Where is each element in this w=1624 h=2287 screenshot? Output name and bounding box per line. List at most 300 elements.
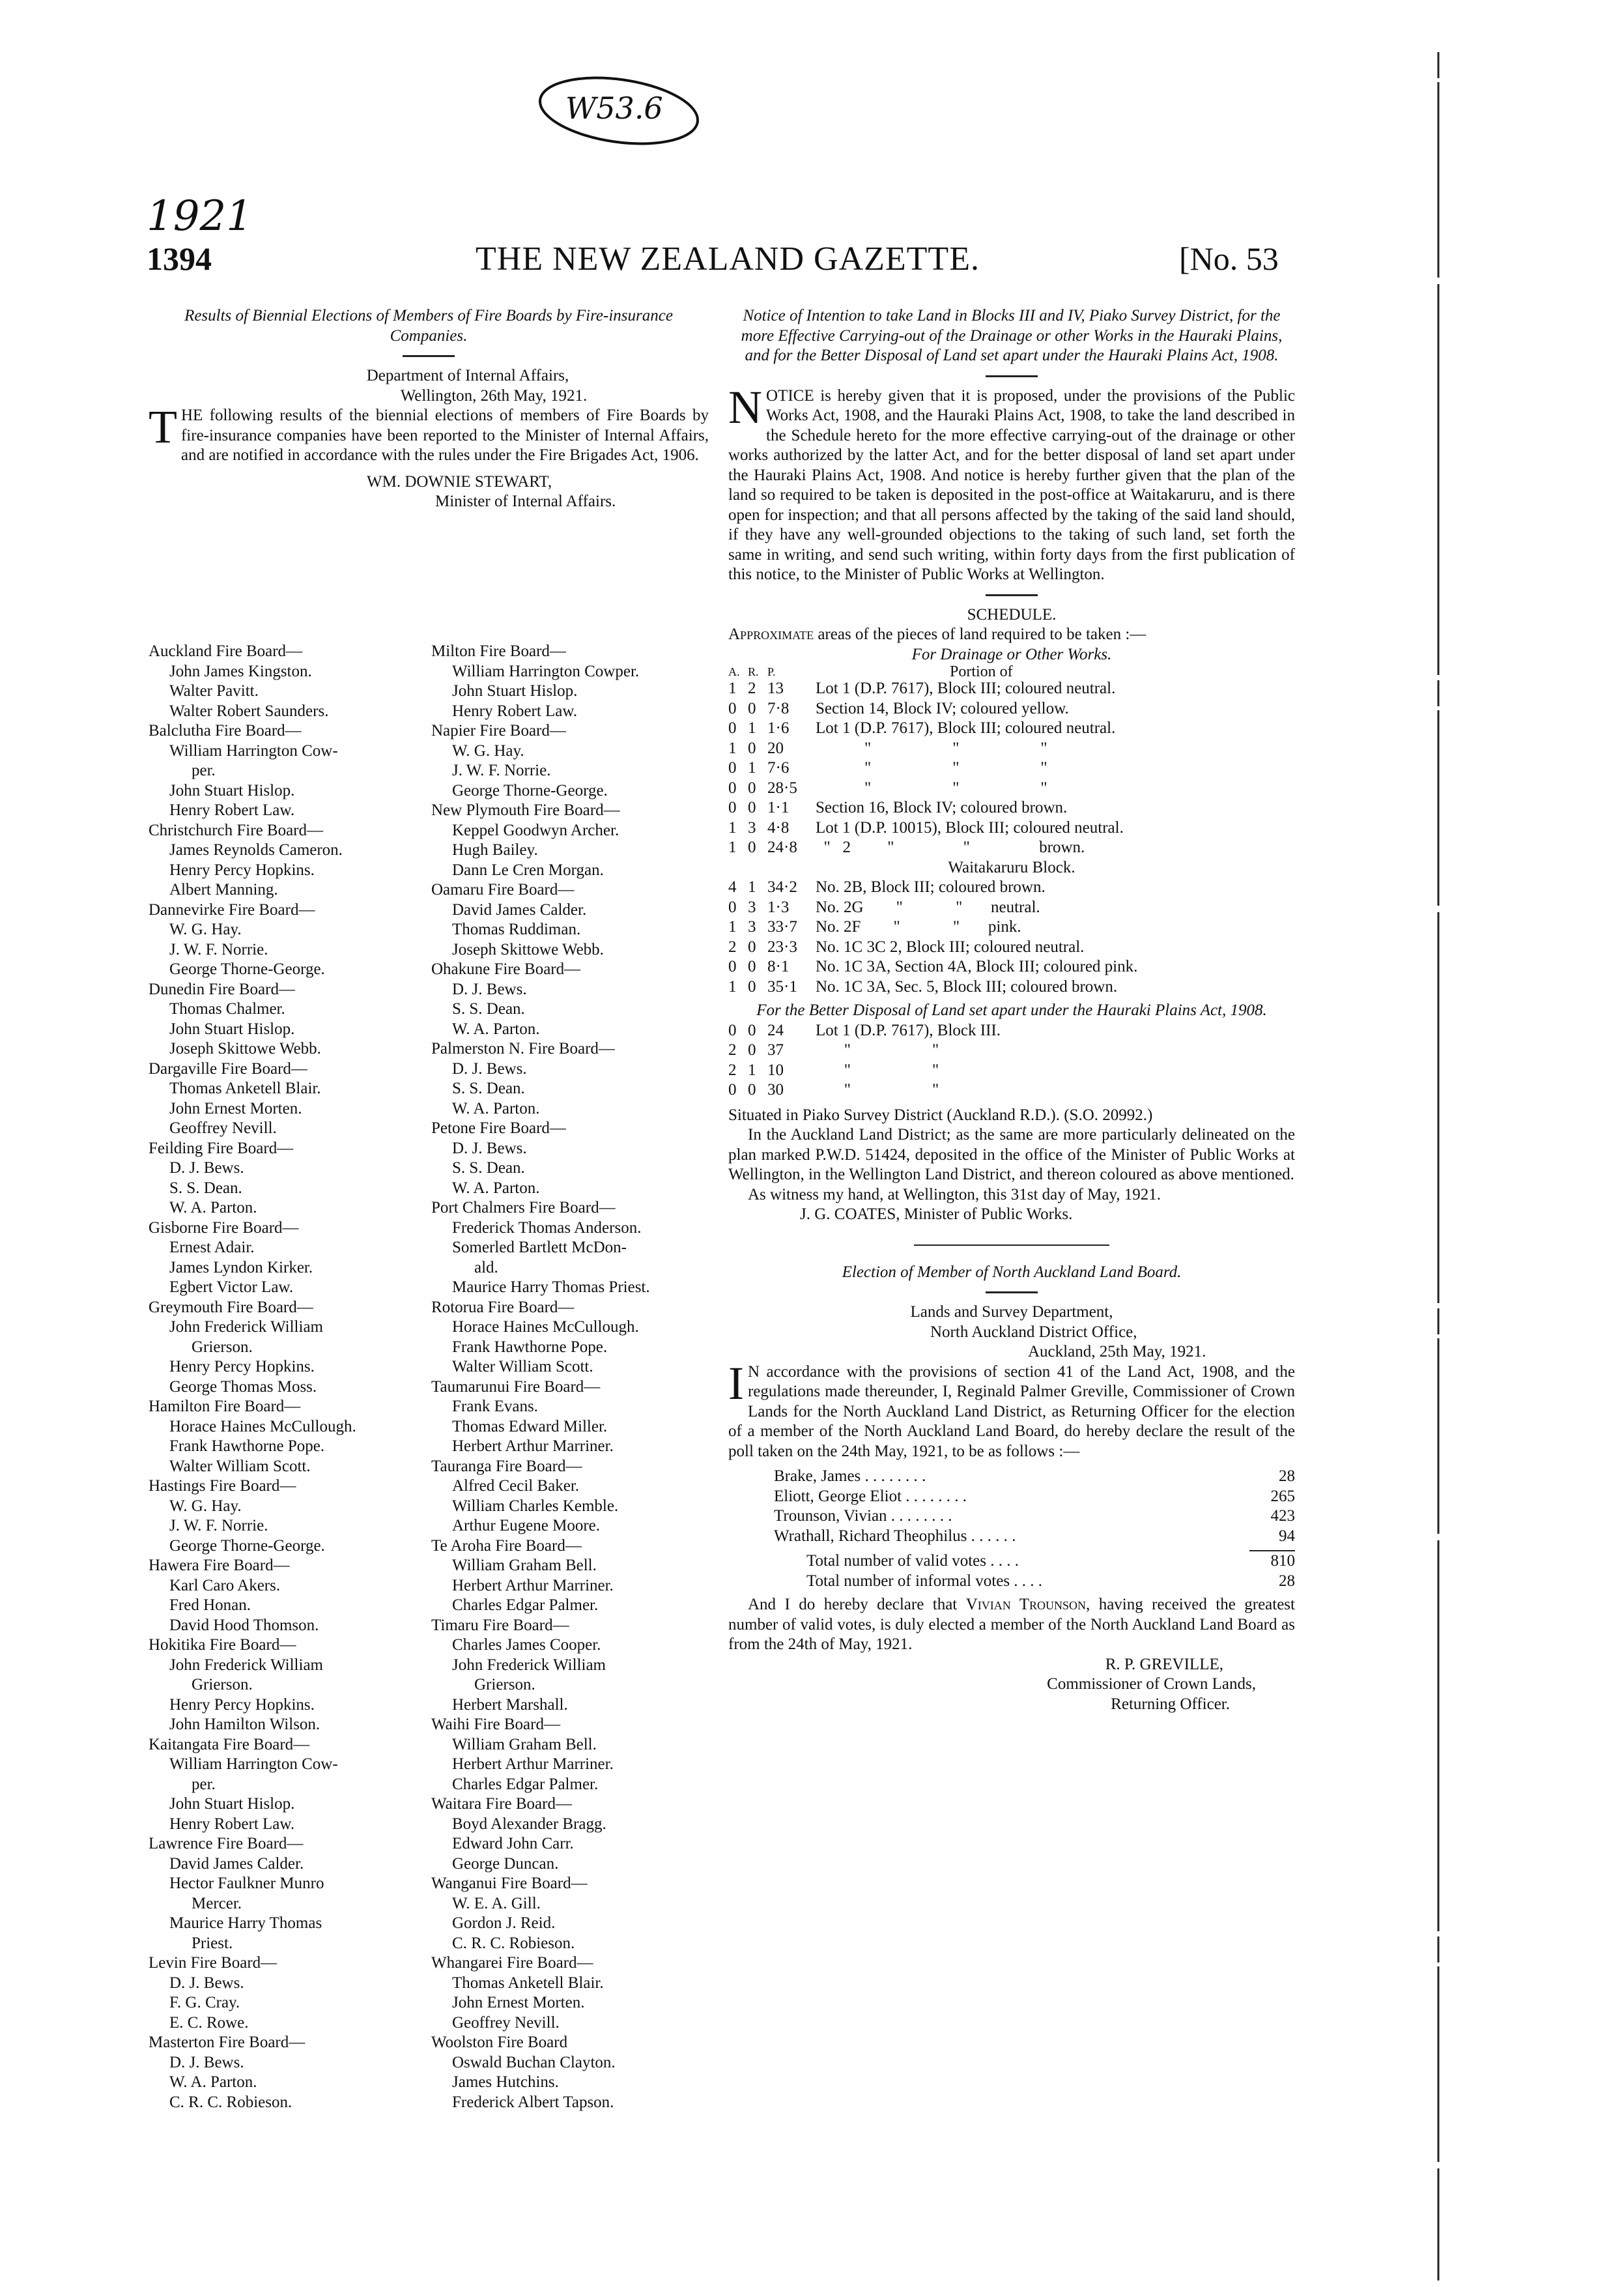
- board-member: Frank Evans.: [452, 1398, 538, 1415]
- portion-description: " ": [816, 1041, 939, 1059]
- board-member: John Ernest Morten.: [169, 1099, 302, 1117]
- board-name: Dannevirke Fire Board—: [149, 900, 315, 919]
- board-member: John Frederick William: [169, 1318, 323, 1336]
- board-name: Feilding Fire Board—: [149, 1139, 294, 1157]
- roods: 3: [748, 918, 756, 936]
- disposal-rows: [728, 1021, 1295, 1100]
- disposal-heading: For the Better Disposal of Land set apart under the Hauraki Plains Act, 1908.: [756, 1001, 1267, 1019]
- board-member: Fred Honan.: [169, 1596, 251, 1614]
- perches: 7·8: [767, 699, 790, 717]
- board-member: James Reynolds Cameron.: [169, 841, 343, 859]
- board-member: George Duncan.: [452, 1854, 559, 1873]
- schedule-row: [728, 719, 1295, 739]
- schedule-intro: [728, 625, 1295, 645]
- dropcap: N: [728, 381, 762, 433]
- board-member: David James Calder.: [169, 1854, 304, 1873]
- schedule-row: [728, 758, 1295, 779]
- election-office: North Auckland District Office,: [930, 1323, 1137, 1341]
- issue-number: [No. 53: [1179, 240, 1279, 277]
- total-valid-value: 810: [1270, 1552, 1295, 1570]
- board-member: Karl Caro Akers.: [169, 1576, 281, 1594]
- col-roods: R.: [748, 665, 759, 678]
- portion-description: Section 14, Block IV; coloured yellow.: [816, 699, 1069, 717]
- dropcap: T: [149, 401, 177, 453]
- board-name: Milton Fire Board—: [431, 642, 566, 660]
- board-member: Frank Hawthorne Pope.: [452, 1338, 608, 1356]
- board-member: Frederick Albert Tapson.: [452, 2093, 614, 2111]
- acres: 2: [728, 1041, 737, 1059]
- board-member: Geoffrey Nevill.: [452, 2013, 560, 2032]
- place-date: Wellington, 26th May, 1921.: [400, 386, 588, 405]
- election-signatory-title1: Commissioner of Crown Lands,: [1047, 1675, 1256, 1693]
- declaration-name: Vivian Trounson: [965, 1596, 1086, 1613]
- board-member: Henry Robert Law.: [169, 801, 295, 819]
- board-member: John Hamilton Wilson.: [169, 1716, 321, 1733]
- portion-description: Lot 1 (D.P. 10015), Block III; coloured neutral.: [816, 818, 1124, 837]
- total-informal-label: Total number of informal votes . . . .: [806, 1572, 1043, 1590]
- board-name: Rotorua Fire Board—: [431, 1298, 575, 1316]
- board-member: Joseph Skittowe Webb.: [452, 940, 604, 958]
- board-member: John Frederick William: [169, 1656, 323, 1674]
- board-member: Herbert Arthur Marriner.: [452, 1576, 614, 1594]
- department: Department of Internal Affairs,: [366, 367, 569, 384]
- acres: 0: [728, 1081, 737, 1099]
- board-member: ald.: [474, 1258, 498, 1276]
- board-member: Albert Manning.: [169, 881, 278, 899]
- portion-description: Lot 1 (D.P. 7617), Block III; coloured neutral.: [816, 680, 1116, 697]
- board-member: Charles James Cooper.: [452, 1636, 601, 1654]
- schedule-row: [728, 679, 1295, 699]
- board-name: Dunedin Fire Board—: [149, 980, 295, 998]
- board-name: Waitara Fire Board—: [431, 1795, 572, 1813]
- board-name: Hastings Fire Board—: [149, 1477, 296, 1495]
- acres: 0: [728, 699, 737, 717]
- board-name: Wanganui Fire Board—: [431, 1875, 588, 1892]
- body-text: OTICE is hereby given that it is proposed, under the provisions of the Public Works Act, 1908, and the Hauraki Plains Act, 1908, to take the land described in the Schedule hereto for the more effective carrying-out of the drainage or other works authorized by the latter Act, and for the better disposal of land set apart under the Hauraki Plains Act, 1908. And notice is hereby further given that the plan of the land so required to be taken is deposited in the post-office at Waitakaruru, and is there open for inspection; and that all persons affected by the taking of the said land should, if they have any well-grounded objections to the taking of such land, set forth the same in writing, and send such writing, within forty days from the first publication of this notice, to the Minister of Public Works at Wellington.: [728, 386, 1295, 583]
- board-member: C. R. C. Robieson.: [452, 1934, 575, 1952]
- board-member: J. W. F. Norrie.: [169, 940, 268, 958]
- election-signatory: R. P. GREVILLE,: [1105, 1655, 1223, 1673]
- board-member: John James Kingston.: [169, 662, 312, 680]
- declaration-text: [728, 1595, 1295, 1655]
- waitakaruru-rows: [728, 878, 1295, 997]
- board-name: New Plymouth Fire Board—: [431, 801, 620, 819]
- schedule-row: [728, 938, 1295, 958]
- board-member: David Hood Thomson.: [169, 1616, 319, 1634]
- schedule-row: [728, 1061, 1295, 1081]
- board-member: David James Calder.: [452, 900, 587, 919]
- board-member: John Stuart Hislop.: [169, 1020, 295, 1038]
- portion-description: " ": [816, 1061, 939, 1079]
- candidate-name: Trounson, Vivian . . . . . . . .: [774, 1507, 952, 1525]
- acres: 0: [728, 759, 737, 777]
- board-member: John Stuart Hislop.: [169, 781, 295, 799]
- board-member: William Graham Bell.: [452, 1735, 597, 1753]
- board-member: Gordon J. Reid.: [452, 1914, 556, 1932]
- election-signatory-title2: Returning Officer.: [1111, 1695, 1230, 1713]
- roods: 0: [748, 779, 756, 797]
- drainage-rows: [728, 679, 1295, 858]
- board-name: Gisborne Fire Board—: [149, 1218, 299, 1237]
- board-member: W. A. Parton.: [169, 1199, 257, 1216]
- board-member: Priest.: [192, 1934, 233, 1952]
- perches: 1·3: [767, 898, 790, 916]
- perches: 37: [767, 1041, 784, 1059]
- perches: 23·3: [767, 938, 797, 956]
- col-portion: Portion of: [950, 663, 1013, 680]
- schedule-row: [728, 957, 1295, 977]
- board-member: Hugh Bailey.: [452, 841, 538, 859]
- board-member: S. S. Dean.: [169, 1179, 242, 1197]
- board-member: W. A. Parton.: [452, 1020, 540, 1038]
- candidate-row: [728, 1467, 1295, 1487]
- board-member: Henry Percy Hopkins.: [169, 1358, 315, 1375]
- schedule-intro-lead: Approximate: [728, 626, 814, 643]
- perches: 35·1: [767, 977, 797, 996]
- election-body: [728, 1357, 1295, 1462]
- roods: 0: [748, 938, 756, 956]
- right-column: [728, 306, 1295, 1714]
- board-member: W. G. Hay.: [169, 1497, 242, 1515]
- election-department: Lands and Survey Department,: [910, 1303, 1113, 1321]
- board-name: Napier Fire Board—: [431, 722, 566, 740]
- roods: 0: [748, 699, 756, 717]
- perches: 8·1: [767, 958, 790, 975]
- board-member: Egbert Victor Law.: [169, 1278, 294, 1296]
- board-member: John Stuart Hislop.: [169, 1795, 295, 1813]
- board-name: Oamaru Fire Board—: [431, 881, 575, 899]
- board-member: F. G. Cray.: [169, 1994, 240, 2011]
- acres: 4: [728, 878, 737, 896]
- schedule-title: SCHEDULE.: [967, 605, 1057, 624]
- board-member: Grierson.: [192, 1676, 253, 1693]
- board-member: Henry Robert Law.: [452, 702, 578, 720]
- roods: 0: [748, 958, 756, 975]
- board-member: Mercer.: [192, 1894, 242, 1912]
- board-name: Christchurch Fire Board—: [149, 821, 324, 839]
- land-notice-body: [728, 381, 1295, 585]
- acres: 2: [728, 938, 737, 956]
- total-informal-value: 28: [1279, 1572, 1295, 1590]
- board-name: Hamilton Fire Board—: [149, 1398, 301, 1415]
- board-name: Palmerston N. Fire Board—: [431, 1040, 615, 1057]
- board-member: George Thorne-George.: [169, 960, 325, 978]
- board-member: George Thomas Moss.: [169, 1377, 317, 1396]
- total-valid-label: Total number of valid votes . . . .: [806, 1552, 1019, 1570]
- roods: 0: [748, 977, 756, 996]
- board-member: Boyd Alexander Bragg.: [452, 1815, 606, 1833]
- board-member: S. S. Dean.: [452, 1080, 525, 1097]
- roods: 0: [748, 839, 756, 856]
- divider: [403, 355, 455, 357]
- acres: 0: [728, 958, 737, 975]
- portion-description: Lot 1 (D.P. 7617), Block III; coloured neutral.: [816, 719, 1116, 737]
- schedule-row: [728, 917, 1295, 938]
- dropcap: I: [728, 1357, 744, 1409]
- land-notice-heading: Notice of Intention to take Land in Blocks III and IV, Piako Survey District, for the more Effective Carrying-out of the Drainage or other Works in the Hauraki Plains, and for the Better Disposal of Land set apart under the Hauraki Plains Act, 1908.: [741, 307, 1283, 364]
- board-member: D. J. Bews.: [169, 1974, 244, 1992]
- board-name: Te Aroha Fire Board—: [431, 1536, 582, 1555]
- acres: 1: [728, 680, 737, 697]
- schedule-row: [728, 838, 1295, 858]
- board-member: Horace Haines McCullough.: [169, 1417, 356, 1435]
- board-name: Petone Fire Board—: [431, 1119, 566, 1137]
- svg-text:W53.6: W53.6: [565, 91, 663, 126]
- acres: 1: [728, 918, 737, 936]
- schedule-intro-text: areas of the pieces of land required to be taken :—: [814, 626, 1147, 643]
- roods: 0: [748, 1081, 756, 1099]
- candidate-row: [728, 1527, 1295, 1547]
- board-member: William Harrington Cow-: [169, 1755, 338, 1773]
- total-informal-row: [728, 1572, 1295, 1592]
- board-member: S. S. Dean.: [452, 1000, 525, 1018]
- fire-boards-heading: Results of Biennial Elections of Members of Fire Boards by Fire-insurance Companies.: [184, 307, 673, 345]
- schedule-row: [728, 798, 1295, 818]
- binding-margin-line: [1436, 52, 1440, 2280]
- gazette-title: THE NEW ZEALAND GAZETTE.: [476, 240, 980, 278]
- board-member: Walter William Scott.: [452, 1358, 593, 1375]
- board-member: Maurice Harry Thomas: [169, 1914, 322, 1932]
- acres: 1: [728, 739, 737, 757]
- acres: 1: [728, 839, 737, 856]
- board-name: Port Chalmers Fire Board—: [431, 1199, 616, 1216]
- perches: 28·5: [767, 779, 797, 797]
- roods: 0: [748, 799, 756, 816]
- perches: 1·1: [767, 799, 790, 816]
- board-name: Waihi Fire Board—: [431, 1716, 560, 1733]
- board-member: James Hutchins.: [452, 2073, 559, 2091]
- board-member: John Ernest Morten.: [452, 1994, 585, 2011]
- board-member: Herbert Arthur Marriner.: [452, 1755, 614, 1773]
- portion-description: " " ": [816, 759, 1047, 777]
- portion-description: No. 1C 3C 2, Block III; coloured neutral.: [816, 938, 1085, 956]
- board-member: W. A. Parton.: [452, 1099, 540, 1117]
- vote-results: [728, 1467, 1295, 1546]
- boards-list-b: [431, 642, 718, 2112]
- board-member: Walter Robert Saunders.: [169, 702, 329, 720]
- waitakaruru-heading: Waitakaruru Block.: [948, 858, 1076, 876]
- board-member: Henry Robert Law.: [169, 1815, 295, 1833]
- candidate-votes: 423: [1270, 1507, 1295, 1525]
- board-member: Henry Percy Hopkins.: [169, 861, 315, 879]
- perches: 20: [767, 739, 784, 757]
- board-member: Frank Hawthorne Pope.: [169, 1437, 325, 1455]
- perches: 24: [767, 1021, 784, 1039]
- divider: [986, 375, 1038, 377]
- portion-description: No. 2B, Block III; coloured brown.: [816, 878, 1046, 896]
- board-member: D. J. Bews.: [169, 2053, 244, 2071]
- schedule-row: [728, 699, 1295, 719]
- land-notice-signatory: J. G. COATES, Minister of Public Works.: [800, 1205, 1073, 1223]
- board-name: Dargaville Fire Board—: [149, 1059, 307, 1078]
- board-member: George Thorne-George.: [452, 781, 608, 799]
- board-member: John Frederick William: [452, 1656, 606, 1674]
- body-text: HE following results of the biennial elections of members of Fire Boards by fire-insurance companies have been reported to the Minister of Internal Affairs, and are notified in accordance with the rules under the Fire Brigades Act, 1906.: [180, 407, 709, 464]
- board-member: Geoffrey Nevill.: [169, 1119, 277, 1137]
- witness-text: As witness my hand, at Wellington, this 31st day of May, 1921.: [748, 1185, 1161, 1203]
- perches: 13: [767, 680, 784, 697]
- board-member: D. J. Bews.: [169, 1159, 244, 1177]
- perches: 4·8: [767, 818, 790, 837]
- portion-description: " " ": [816, 779, 1047, 797]
- roods: 1: [748, 878, 756, 896]
- board-member: Keppel Goodwyn Archer.: [452, 821, 620, 839]
- board-member: Herbert Marshall.: [452, 1695, 568, 1714]
- acres: 0: [728, 719, 737, 737]
- roods: 3: [748, 818, 756, 837]
- board-member: Hector Faulkner Munro: [169, 1875, 324, 1892]
- roods: 1: [748, 759, 756, 777]
- board-member: W. G. Hay.: [169, 921, 242, 938]
- schedule-row: [728, 977, 1295, 998]
- board-member: Oswald Buchan Clayton.: [452, 2053, 616, 2071]
- schedule-column-headers: [728, 665, 1295, 679]
- board-member: E. C. Rowe.: [169, 2013, 249, 2032]
- acres: 0: [728, 1021, 737, 1039]
- roods: 0: [748, 1041, 756, 1059]
- board-member: Herbert Arthur Marriner.: [452, 1437, 614, 1455]
- board-member: William Graham Bell.: [452, 1557, 597, 1574]
- board-name: Ohakune Fire Board—: [431, 960, 581, 978]
- acres: 2: [728, 1061, 737, 1079]
- acres: 0: [728, 799, 737, 816]
- board-member: James Lyndon Kirker.: [169, 1258, 313, 1276]
- portion-description: No. 2G " " neutral.: [816, 898, 1040, 916]
- board-member: John Stuart Hislop.: [452, 682, 578, 700]
- board-member: Maurice Harry Thomas Priest.: [452, 1278, 650, 1296]
- signatory: WM. DOWNIE STEWART,: [367, 472, 552, 491]
- candidate-name: Wrathall, Richard Theophilus . . . . . .: [774, 1527, 1016, 1545]
- board-member: J. W. F. Norrie.: [169, 1517, 268, 1534]
- board-name: Levin Fire Board—: [149, 1954, 278, 1972]
- perches: 33·7: [767, 918, 797, 936]
- board-member: J. W. F. Norrie.: [452, 762, 551, 779]
- board-member: Arthur Eugene Moore.: [452, 1517, 601, 1534]
- board-member: Grierson.: [192, 1338, 253, 1356]
- schedule-row: [728, 779, 1295, 799]
- board-member: Edward John Carr.: [452, 1835, 574, 1852]
- handwritten-file-note: [534, 72, 704, 150]
- board-name: Balclutha Fire Board—: [149, 722, 302, 740]
- board-member: W. A. Parton.: [169, 2073, 257, 2091]
- board-member: Dann Le Cren Morgan.: [452, 861, 604, 879]
- perches: 24·8: [767, 839, 797, 856]
- boards-list-a: [149, 642, 429, 2112]
- section-divider: [914, 1244, 1109, 1246]
- district-text: In the Auckland Land District; as the same are more particularly delineated on the plan marked P.W.D. 51424, deposited in the office of the Minister of Public Works at Wellington, in the Wellington Land District, and thereon coloured as above mentioned.: [728, 1126, 1295, 1183]
- board-member: Thomas Anketell Blair.: [452, 1974, 604, 1992]
- board-member: Horace Haines McCullough.: [452, 1318, 639, 1336]
- portion-description: Lot 1 (D.P. 7617), Block III.: [816, 1021, 1001, 1039]
- schedule-row: [728, 818, 1295, 839]
- portion-description: No. 2F " " pink.: [816, 918, 1021, 936]
- schedule-row: [728, 1080, 1295, 1100]
- board-member: Thomas Anketell Blair.: [169, 1080, 321, 1097]
- board-name: Timaru Fire Board—: [431, 1616, 569, 1634]
- board-name: Hokitika Fire Board—: [149, 1636, 296, 1654]
- col-acres: A.: [728, 665, 740, 678]
- declaration-post: , having received the greatest number of valid votes, is duly elected a member of the North Auckland Land Board as from the 24th of May, 1921.: [728, 1596, 1295, 1653]
- drainage-heading: For Drainage or Other Works.: [911, 645, 1112, 663]
- board-member: Charles Edgar Palmer.: [452, 1596, 599, 1614]
- board-member: Somerled Bartlett McDon-: [452, 1239, 627, 1256]
- schedule-row: [728, 739, 1295, 759]
- candidate-name: Brake, James . . . . . . . .: [774, 1467, 926, 1485]
- board-member: William Harrington Cow-: [169, 741, 338, 760]
- schedule-row: [728, 1021, 1295, 1041]
- acres: 0: [728, 898, 737, 916]
- election-place-date: Auckland, 25th May, 1921.: [1028, 1343, 1206, 1360]
- total-valid-row: [728, 1551, 1295, 1572]
- board-member: per.: [192, 1775, 216, 1793]
- board-member: C. R. C. Robieson.: [169, 2093, 292, 2111]
- board-member: W. A. Parton.: [452, 1179, 540, 1197]
- board-member: S. S. Dean.: [452, 1159, 525, 1177]
- board-member: per.: [192, 762, 216, 779]
- board-member: Henry Percy Hopkins.: [169, 1695, 315, 1714]
- board-name: Kaitangata Fire Board—: [149, 1735, 310, 1753]
- candidate-name: Eliott, George Eliot . . . . . . . .: [774, 1487, 967, 1505]
- board-member: Charles Edgar Palmer.: [452, 1775, 599, 1793]
- signatory-title: Minister of Internal Affairs.: [435, 493, 616, 510]
- page-number: 1394: [147, 240, 212, 277]
- handwritten-year: 1921: [147, 192, 253, 240]
- schedule-row: [728, 878, 1295, 898]
- candidate-votes: 265: [1270, 1487, 1295, 1505]
- roods: 3: [748, 898, 756, 916]
- board-member: W. G. Hay.: [452, 741, 524, 760]
- col-perches: P.: [767, 665, 776, 678]
- roods: 0: [748, 739, 756, 757]
- board-name: Hawera Fire Board—: [149, 1557, 290, 1574]
- board-name: Whangarei Fire Board—: [431, 1954, 593, 1972]
- roods: 0: [748, 1021, 756, 1039]
- acres: 1: [728, 818, 737, 837]
- candidate-row: [728, 1506, 1295, 1527]
- perches: 1·6: [767, 719, 790, 737]
- election-heading: Election of Member of North Auckland Land Board.: [842, 1263, 1182, 1281]
- roods: 1: [748, 1061, 756, 1079]
- acres: 0: [728, 779, 737, 797]
- board-name: Taumarunui Fire Board—: [431, 1377, 601, 1396]
- portion-description: " " ": [816, 739, 1047, 757]
- portion-description: " 2 " " brown.: [816, 839, 1085, 856]
- board-member: Joseph Skittowe Webb.: [169, 1040, 321, 1057]
- portion-description: No. 1C 3A, Section 4A, Block III; coloured pink.: [816, 958, 1138, 975]
- divider: [986, 1291, 1038, 1293]
- board-member: D. J. Bews.: [452, 1059, 527, 1078]
- board-member: William Charles Kemble.: [452, 1497, 619, 1515]
- board-member: D. J. Bews.: [452, 1139, 527, 1157]
- schedule-row: [728, 1041, 1295, 1061]
- schedule-row: [728, 898, 1295, 918]
- board-name: Auckland Fire Board—: [149, 642, 303, 660]
- perches: 30: [767, 1081, 784, 1099]
- perches: 10: [767, 1061, 784, 1079]
- roods: 2: [748, 680, 756, 697]
- board-member: Grierson.: [474, 1676, 535, 1693]
- board-name: Masterton Fire Board—: [149, 2034, 306, 2051]
- situated-text: Situated in Piako Survey District (Auckland R.D.). (S.O. 20992.): [728, 1106, 1153, 1124]
- board-name: Woolston Fire Board: [431, 2034, 568, 2051]
- board-member: Thomas Ruddiman.: [452, 921, 581, 938]
- perches: 34·2: [767, 878, 797, 896]
- board-member: William Harrington Cowper.: [452, 662, 640, 680]
- board-member: D. J. Bews.: [452, 980, 527, 998]
- portion-description: " ": [816, 1081, 939, 1099]
- body-text: N accordance with the provisions of section 41 of the Land Act, 1908, and the regulations made thereunder, I, Reginald Palmer Greville, Commissioner of Crown Lands for the North Auckland Land District, as Returning Officer for the election of a member of the North Auckland Land Board, do hereby declare the result of the poll taken on the 24th May, 1921, to be as follows :—: [728, 1362, 1295, 1460]
- divider: [986, 594, 1038, 596]
